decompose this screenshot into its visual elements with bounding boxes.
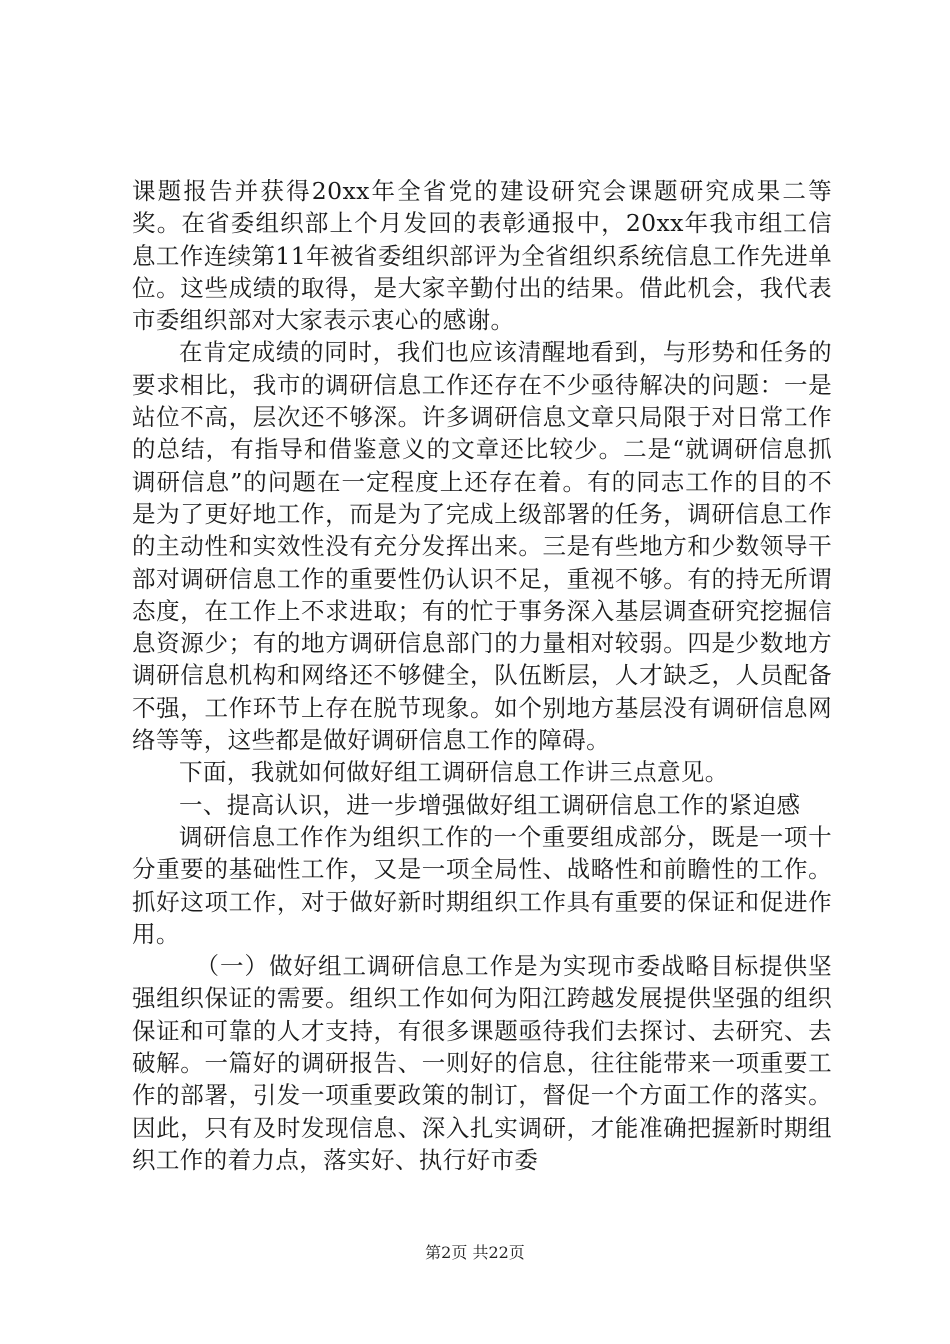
paragraph-problems: 在肯定成绩的同时，我们也应该清醒地看到，与形势和任务的要求相比，我市的调研信息工作还存在不少亟待解决的问题：一是站位不高，层次还不够深。许多调研信息文章只局限于对日常工作的总结，有指导和借鉴意义的文章还比较少。二是“就调研信息抓调研信息”的问题在一定程度上还存在着。有的同志工作的目的不是为了更好地工作，而是为了完成上级部署的任务，调研信息工作的主动性和实效性没有充分发挥出来。三是有些地方和少数领导干部对调研信息工作的重要性仍认识不足，重视不够。有的持无所谓态度，在工作上不求进取；有的忙于事务深入基层调查研究挖掘信息资源少；有的地方调研信息部门的力量相对较弱。四是少数地方调研信息机构和网络还不够健全，队伍断层，人才缺乏，人员配备不强，工作环节上存在脱节现象。如个别地方基层没有调研信息网络等等，这些都是做好调研信息工作的障碍。 bbox=[132, 338, 832, 755]
paragraph-subsection-one: （一）做好组工调研信息工作是为实现市委战略目标提供坚强组织保证的需要。组织工作如何为阳江跨越发展提供坚强的组织保证和可靠的人才支持，有很多课题亟待我们去探讨、去研究、去破解。一篇好的调研报告、一则好的信息，往往能带来一项重要工作的部署，引发一项重要政策的制订，督促一个方面工作的落实。因此，只有及时发现信息、深入扎实调研，才能准确把握新时期组织工作的着力点，落实好、执行好市委 bbox=[132, 952, 832, 1174]
paragraph-intro-opinions: 下面，我就如何做好组工调研信息工作讲三点意见。 bbox=[179, 758, 729, 787]
page-footer: 第2页 共22页 bbox=[425, 1243, 525, 1262]
paragraph-continuation: 课题报告并获得20xx年全省党的建设研究会课题研究成果二等奖。在省委组织部上个月发回的表彰通报中，20xx年我市组工信息工作连续第11年被省委组织部评为全省组织系统信息工作先进单位。这些成绩的取得，是大家辛勤付出的结果。借此机会，我代表市委组织部对大家表示衷心的感谢。 bbox=[132, 177, 832, 335]
section-heading-one: 一、提高认识，进一步增强做好组工调研信息工作的紧迫感 bbox=[179, 790, 801, 819]
paragraph-importance: 调研信息工作作为组织工作的一个重要组成部分，既是一项十分重要的基础性工作，又是一项全局性、战略性和前瞻性的工作。抓好这项工作，对于做好新时期组织工作具有重要的保证和促进作用。 bbox=[132, 822, 832, 948]
document-body bbox=[132, 175, 832, 1176]
